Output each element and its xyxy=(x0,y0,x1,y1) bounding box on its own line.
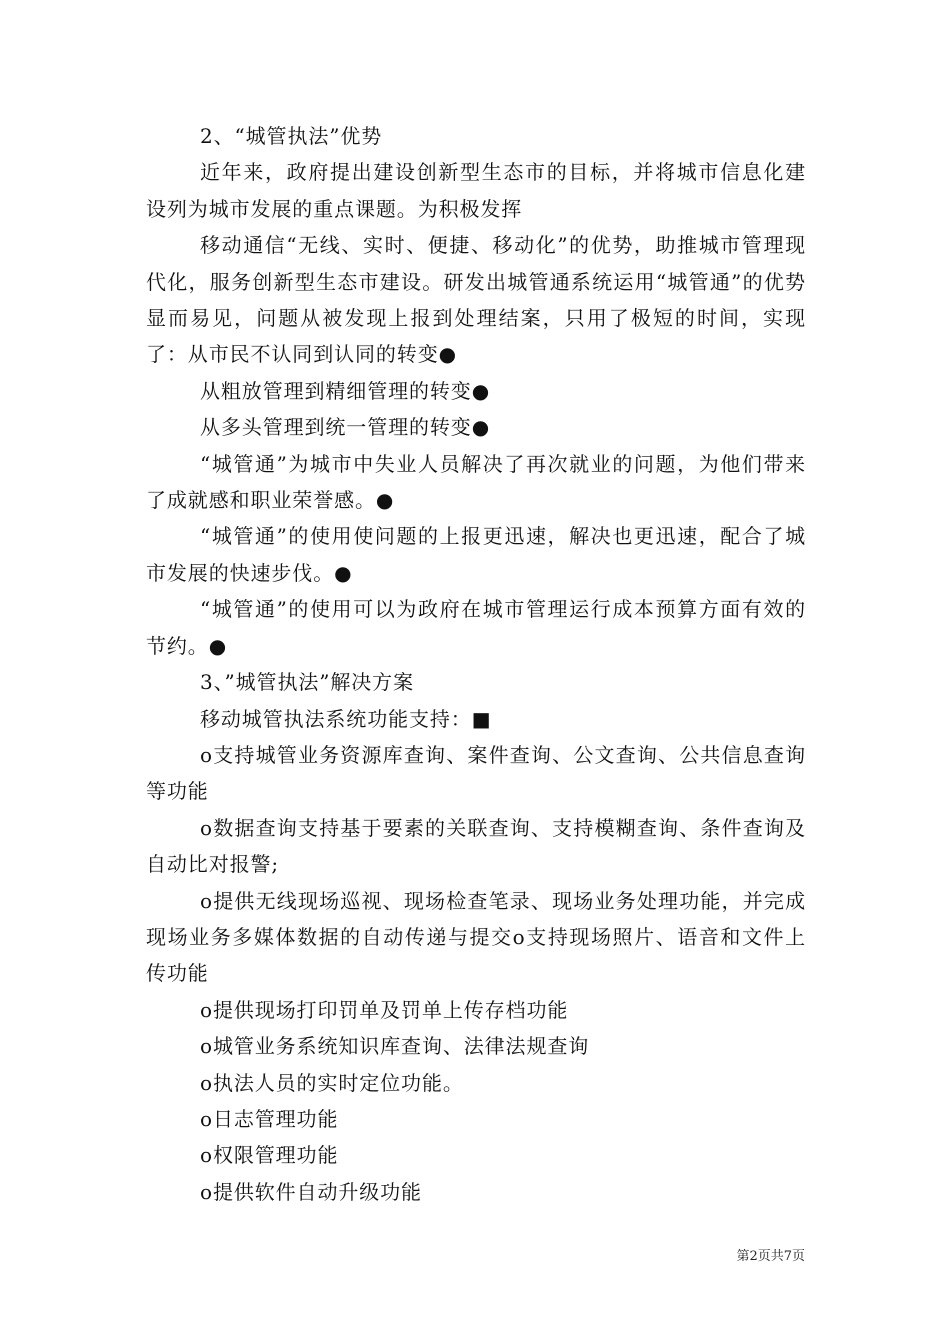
list-item: o提供软件自动升级功能 xyxy=(200,1179,422,1204)
list-item: o支持城管业务资源库查询、案件查询、公文查询、公共信息查询等功能 xyxy=(146,742,806,804)
document-body xyxy=(146,118,806,1210)
paragraph: 移动通信“无线、实时、便捷、移动化”的优势，助推城市管理现代化，服务创新型生态市建设。研发出城管通系统运用“城管通”的优势显而易见，问题从被发现上报到处理结案，只用了极短的时间，实现了：从市民不认同到认同的转变● xyxy=(146,233,806,367)
section-heading-solution: 3、”城管执法”解决方案 xyxy=(200,670,414,695)
list-item: o提供现场打印罚单及罚单上传存档功能 xyxy=(200,997,569,1022)
paragraph: 从多头管理到统一管理的转变● xyxy=(200,415,491,440)
paragraph: 移动城管执法系统功能支持：■ xyxy=(200,706,492,731)
paragraph: 从粗放管理到精细管理的转变● xyxy=(200,378,491,403)
list-item: o提供无线现场巡视、现场检查笔录、现场业务处理功能，并完成现场业务多媒体数据的自动传递与提交o支持现场照片、语音和文件上传功能 xyxy=(146,888,806,986)
list-item: o权限管理功能 xyxy=(200,1143,339,1168)
paragraph: “城管通”的使用使问题的上报更迅速，解决也更迅速，配合了城市发展的快速步伐。● xyxy=(146,524,806,585)
paragraph: 近年来，政府提出建设创新型生态市的目标，并将城市信息化建设列为城市发展的重点课题。为积极发挥 xyxy=(146,160,806,221)
list-item: o城管业务系统知识库查询、法律法规查询 xyxy=(200,1034,590,1059)
list-item: o数据查询支持基于要素的关联查询、支持模糊查询、条件查询及自动比对报警; xyxy=(146,815,806,877)
paragraph: “城管通”的使用可以为政府在城市管理运行成本预算方面有效的节约。● xyxy=(146,597,806,658)
paragraph: “城管通”为城市中失业人员解决了再次就业的问题，为他们带来了成就感和职业荣誉感。● xyxy=(146,451,806,513)
list-item: o日志管理功能 xyxy=(200,1106,339,1131)
page-number-footer: 第2页共7页 xyxy=(736,1249,805,1264)
list-item: o执法人员的实时定位功能。 xyxy=(200,1070,464,1095)
section-heading-advantages: 2、“城管执法”优势 xyxy=(200,124,383,148)
